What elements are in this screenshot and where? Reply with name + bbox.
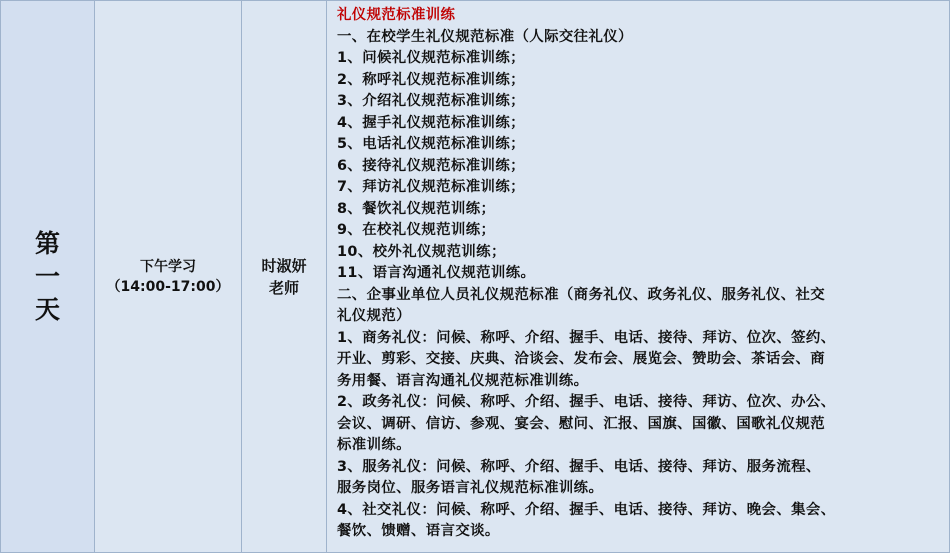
content-line: 服务岗位、服务语言礼仪规范标准训练。 [337,480,604,496]
content-lines [337,27,941,543]
content-line: 1、商务礼仪：问候、称呼、介绍、握手、电话、接待、拜访、位次、签约、 [337,329,836,346]
teacher-title-line: 老师 [268,278,299,297]
session-range: （14:00-17:00） [106,278,230,295]
day-char: 天 [34,295,60,324]
teacher-cell [242,1,327,553]
content-line: 9、在校礼仪规范训练； [337,222,496,238]
content-line: 7、拜访礼仪规范标准训练； [337,179,525,195]
day-cell [1,1,95,553]
content-line: 会议、调研、信访、参观、宴会、慰问、汇报、国旗、国徽、国歌礼仪规范 [337,415,826,432]
content-line: 10、校外礼仪规范训练； [337,243,506,260]
content-title: 礼仪规范标准训练 [337,7,456,23]
content-line: 6、接待礼仪规范标准训练； [337,157,525,174]
content-line: 5、电话礼仪规范标准训练； [337,136,525,152]
content-line: 一、在校学生礼仪规范标准（人际交往礼仪） [337,28,633,45]
day-label [35,227,60,326]
content-line: 8、餐饮礼仪规范训练； [337,200,496,217]
training-content [327,1,949,543]
time-cell [95,1,242,553]
teacher-name [242,255,326,299]
day-char: 第 [34,229,60,258]
content-line: 11、语言沟通礼仪规范训练。 [337,265,536,281]
content-line: 务用餐、语言沟通礼仪规范标准训练。 [337,372,589,389]
content-line: 2、政务礼仪：问候、称呼、介绍、握手、电话、接待、拜访、位次、办公、 [337,394,836,410]
content-line: 2、称呼礼仪规范标准训练； [337,71,525,88]
content-line: 开业、剪彩、交接、庆典、洽谈会、发布会、展览会、赞助会、茶话会、商 [337,351,826,367]
content-cell [327,1,950,553]
session-time [95,257,241,297]
content-line: 1、问候礼仪规范标准训练； [337,50,525,66]
content-line: 3、服务礼仪：问候、称呼、介绍、握手、电话、接待、拜访、服务流程、 [337,458,821,475]
session-label: 下午学习 [140,258,196,275]
day-char: 一 [34,262,60,291]
content-line: 3、介绍礼仪规范标准训练； [337,93,525,109]
content-line: 礼仪规范） [337,308,411,324]
content-line: 二、企事业单位人员礼仪规范标准（商务礼仪、政务礼仪、服务礼仪、社交 [337,286,826,303]
table-row [1,1,950,553]
content-line: 4、握手礼仪规范标准训练； [337,114,525,131]
content-line: 4、社交礼仪：问候、称呼、介绍、握手、电话、接待、拜访、晚会、集会、 [337,501,836,518]
content-line: 标准训练。 [337,437,411,453]
teacher-name-line: 时淑妍 [261,256,307,275]
content-line: 餐饮、馈赠、语言交谈。 [337,523,500,539]
